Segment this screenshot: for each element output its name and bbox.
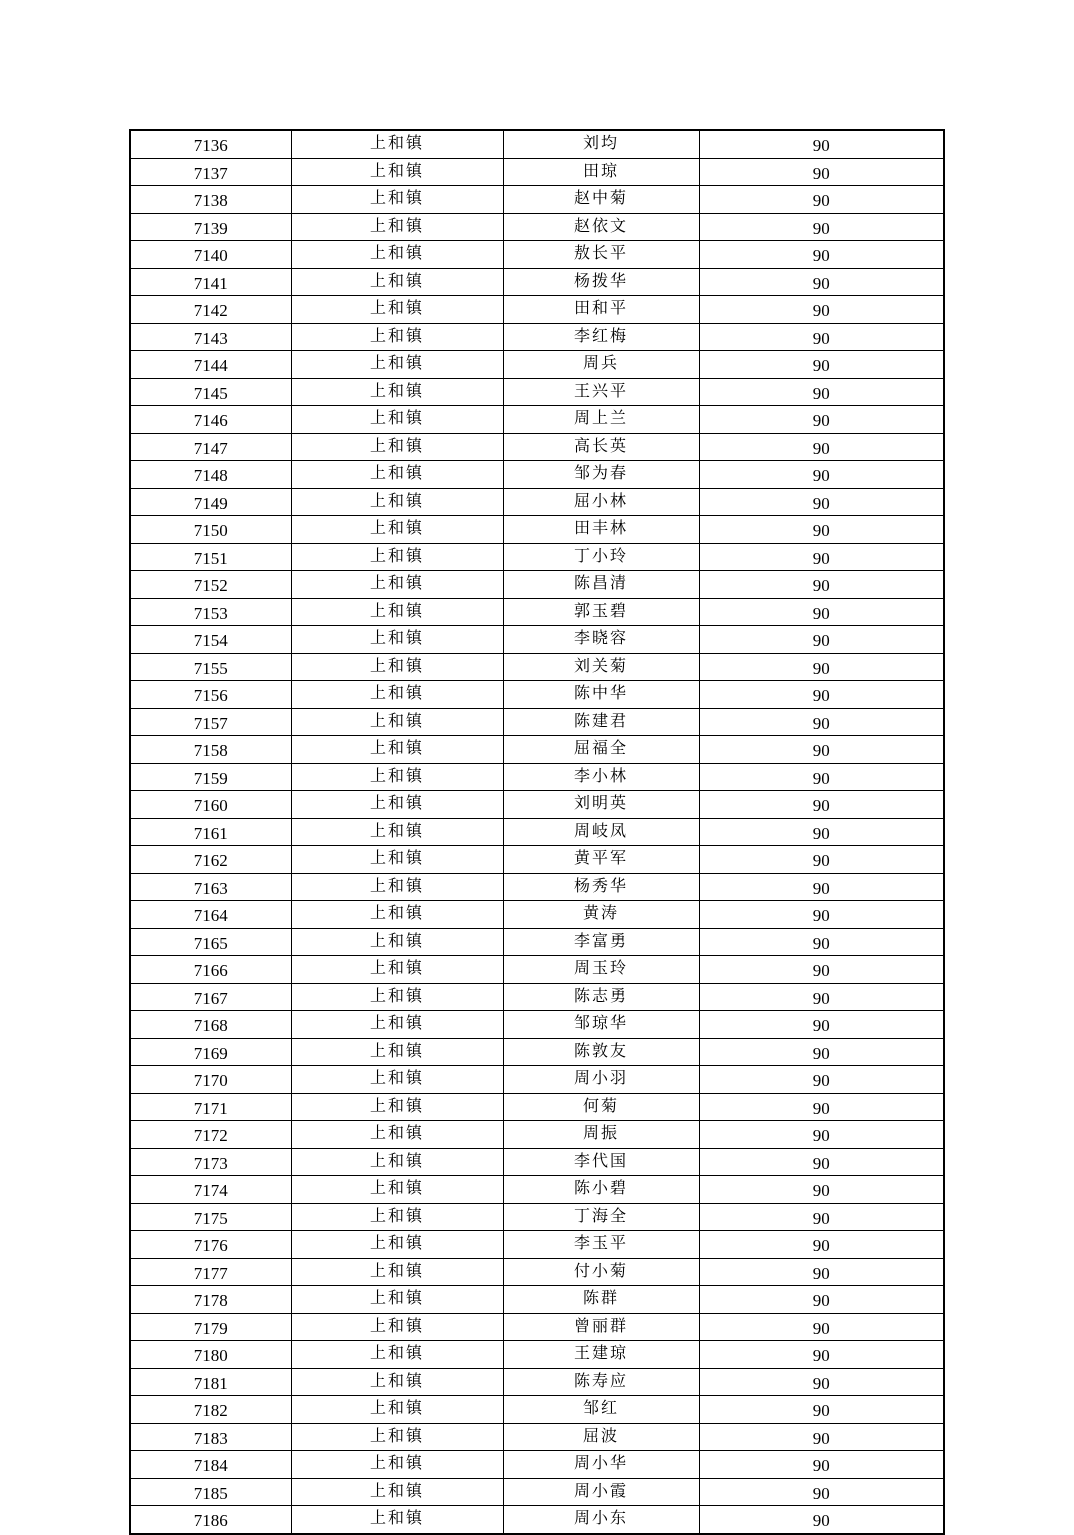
table-row	[130, 351, 944, 379]
town-cell: 上和镇	[291, 130, 503, 158]
score-cell: 90	[699, 1093, 944, 1121]
score-cell: 90	[699, 1368, 944, 1396]
person-name-cell: 邹红	[503, 1396, 699, 1424]
town-cell: 上和镇	[291, 461, 503, 489]
table-row	[130, 1396, 944, 1424]
person-name-cell: 邹为春	[503, 461, 699, 489]
row-number-cell: 7179	[130, 1313, 291, 1341]
row-number-cell: 7165	[130, 928, 291, 956]
town-cell: 上和镇	[291, 1506, 503, 1534]
row-number-cell: 7140	[130, 241, 291, 269]
row-number-cell: 7173	[130, 1148, 291, 1176]
person-name-cell: 黄涛	[503, 901, 699, 929]
person-name-cell: 田丰林	[503, 516, 699, 544]
town-cell: 上和镇	[291, 763, 503, 791]
person-name-cell: 刘均	[503, 130, 699, 158]
row-number-cell: 7150	[130, 516, 291, 544]
score-cell: 90	[699, 1313, 944, 1341]
score-cell: 90	[699, 818, 944, 846]
score-cell: 90	[699, 1341, 944, 1369]
row-number-cell: 7172	[130, 1121, 291, 1149]
row-number-cell: 7181	[130, 1368, 291, 1396]
person-name-cell: 周小羽	[503, 1066, 699, 1094]
person-name-cell: 赵依文	[503, 213, 699, 241]
row-number-cell: 7143	[130, 323, 291, 351]
person-name-cell: 周玉玲	[503, 956, 699, 984]
town-cell: 上和镇	[291, 186, 503, 214]
table-row	[130, 1011, 944, 1039]
person-name-cell: 田琼	[503, 158, 699, 186]
table-row	[130, 1286, 944, 1314]
person-name-cell: 敖长平	[503, 241, 699, 269]
person-name-cell: 李小林	[503, 763, 699, 791]
person-name-cell: 周小东	[503, 1506, 699, 1534]
row-number-cell: 7183	[130, 1423, 291, 1451]
score-cell: 90	[699, 1231, 944, 1259]
row-number-cell: 7184	[130, 1451, 291, 1479]
table-row	[130, 736, 944, 764]
row-number-cell: 7160	[130, 791, 291, 819]
row-number-cell: 7155	[130, 653, 291, 681]
person-name-cell: 周小霞	[503, 1478, 699, 1506]
row-number-cell: 7186	[130, 1506, 291, 1534]
town-cell: 上和镇	[291, 158, 503, 186]
table-row	[130, 901, 944, 929]
score-cell: 90	[699, 488, 944, 516]
table-row	[130, 1203, 944, 1231]
score-cell: 90	[699, 681, 944, 709]
table-row	[130, 846, 944, 874]
town-cell: 上和镇	[291, 1093, 503, 1121]
table-row	[130, 158, 944, 186]
town-cell: 上和镇	[291, 1368, 503, 1396]
town-cell: 上和镇	[291, 296, 503, 324]
town-cell: 上和镇	[291, 1396, 503, 1424]
table-row	[130, 488, 944, 516]
score-cell: 90	[699, 378, 944, 406]
score-cell: 90	[699, 433, 944, 461]
table-row	[130, 1368, 944, 1396]
score-cell: 90	[699, 213, 944, 241]
score-cell: 90	[699, 791, 944, 819]
row-number-cell: 7137	[130, 158, 291, 186]
score-cell: 90	[699, 1423, 944, 1451]
town-cell: 上和镇	[291, 433, 503, 461]
score-cell: 90	[699, 598, 944, 626]
person-name-cell: 王建琼	[503, 1341, 699, 1369]
person-name-cell: 邹琼华	[503, 1011, 699, 1039]
person-name-cell: 李富勇	[503, 928, 699, 956]
score-cell: 90	[699, 736, 944, 764]
table-row	[130, 1093, 944, 1121]
score-cell: 90	[699, 351, 944, 379]
table-row	[130, 1176, 944, 1204]
person-name-cell: 周振	[503, 1121, 699, 1149]
score-cell: 90	[699, 516, 944, 544]
row-number-cell: 7175	[130, 1203, 291, 1231]
row-number-cell: 7180	[130, 1341, 291, 1369]
table-row	[130, 296, 944, 324]
row-number-cell: 7138	[130, 186, 291, 214]
table-row	[130, 213, 944, 241]
table-row	[130, 241, 944, 269]
table-row	[130, 1313, 944, 1341]
person-name-cell: 周小华	[503, 1451, 699, 1479]
town-cell: 上和镇	[291, 818, 503, 846]
row-number-cell: 7153	[130, 598, 291, 626]
person-name-cell: 周岐凤	[503, 818, 699, 846]
score-cell: 90	[699, 296, 944, 324]
row-number-cell: 7148	[130, 461, 291, 489]
score-cell: 90	[699, 1396, 944, 1424]
row-number-cell: 7166	[130, 956, 291, 984]
score-cell: 90	[699, 186, 944, 214]
score-cell: 90	[699, 928, 944, 956]
score-cell: 90	[699, 956, 944, 984]
row-number-cell: 7136	[130, 130, 291, 158]
row-number-cell: 7176	[130, 1231, 291, 1259]
person-name-cell: 陈敦友	[503, 1038, 699, 1066]
town-cell: 上和镇	[291, 213, 503, 241]
town-cell: 上和镇	[291, 1231, 503, 1259]
table-row	[130, 598, 944, 626]
row-number-cell: 7151	[130, 543, 291, 571]
table-row	[130, 1258, 944, 1286]
town-cell: 上和镇	[291, 571, 503, 599]
town-cell: 上和镇	[291, 626, 503, 654]
row-number-cell: 7152	[130, 571, 291, 599]
row-number-cell: 7139	[130, 213, 291, 241]
town-cell: 上和镇	[291, 1258, 503, 1286]
score-cell: 90	[699, 1203, 944, 1231]
table-row	[130, 1038, 944, 1066]
score-cell: 90	[699, 241, 944, 269]
row-number-cell: 7146	[130, 406, 291, 434]
town-cell: 上和镇	[291, 1286, 503, 1314]
town-cell: 上和镇	[291, 983, 503, 1011]
score-cell: 90	[699, 1011, 944, 1039]
score-cell: 90	[699, 873, 944, 901]
score-cell: 90	[699, 130, 944, 158]
person-name-cell: 高长英	[503, 433, 699, 461]
table-row	[130, 956, 944, 984]
table-row	[130, 873, 944, 901]
table-row	[130, 708, 944, 736]
table-row	[130, 1066, 944, 1094]
town-cell: 上和镇	[291, 323, 503, 351]
row-number-cell: 7161	[130, 818, 291, 846]
town-cell: 上和镇	[291, 653, 503, 681]
person-name-cell: 屈福全	[503, 736, 699, 764]
row-number-cell: 7185	[130, 1478, 291, 1506]
score-cell: 90	[699, 653, 944, 681]
score-cell: 90	[699, 708, 944, 736]
row-number-cell: 7163	[130, 873, 291, 901]
person-name-cell: 杨秀华	[503, 873, 699, 901]
town-cell: 上和镇	[291, 1478, 503, 1506]
table-row	[130, 268, 944, 296]
score-cell: 90	[699, 543, 944, 571]
score-cell: 90	[699, 846, 944, 874]
table-row	[130, 1423, 944, 1451]
row-number-cell: 7145	[130, 378, 291, 406]
score-cell: 90	[699, 268, 944, 296]
town-cell: 上和镇	[291, 681, 503, 709]
town-cell: 上和镇	[291, 543, 503, 571]
table-row	[130, 1478, 944, 1506]
row-number-cell: 7182	[130, 1396, 291, 1424]
person-name-cell: 李玉平	[503, 1231, 699, 1259]
town-cell: 上和镇	[291, 268, 503, 296]
table-row	[130, 433, 944, 461]
person-name-cell: 陈小碧	[503, 1176, 699, 1204]
person-name-cell: 李代国	[503, 1148, 699, 1176]
person-name-cell: 何菊	[503, 1093, 699, 1121]
table-row	[130, 1451, 944, 1479]
town-cell: 上和镇	[291, 708, 503, 736]
score-cell: 90	[699, 983, 944, 1011]
table-row	[130, 323, 944, 351]
table-row	[130, 681, 944, 709]
town-cell: 上和镇	[291, 1066, 503, 1094]
score-cell: 90	[699, 1121, 944, 1149]
town-cell: 上和镇	[291, 1121, 503, 1149]
town-cell: 上和镇	[291, 956, 503, 984]
row-number-cell: 7162	[130, 846, 291, 874]
row-number-cell: 7141	[130, 268, 291, 296]
score-cell: 90	[699, 1066, 944, 1094]
person-name-cell: 曾丽群	[503, 1313, 699, 1341]
town-cell: 上和镇	[291, 598, 503, 626]
row-number-cell: 7177	[130, 1258, 291, 1286]
town-cell: 上和镇	[291, 791, 503, 819]
person-name-cell: 丁海全	[503, 1203, 699, 1231]
person-name-cell: 周兵	[503, 351, 699, 379]
town-cell: 上和镇	[291, 1148, 503, 1176]
score-cell: 90	[699, 1148, 944, 1176]
town-cell: 上和镇	[291, 873, 503, 901]
roster-table-body	[130, 130, 944, 1534]
person-name-cell: 陈昌清	[503, 571, 699, 599]
town-cell: 上和镇	[291, 928, 503, 956]
table-row	[130, 1148, 944, 1176]
table-row	[130, 186, 944, 214]
score-cell: 90	[699, 1176, 944, 1204]
table-row	[130, 653, 944, 681]
score-cell: 90	[699, 158, 944, 186]
person-name-cell: 王兴平	[503, 378, 699, 406]
person-name-cell: 周上兰	[503, 406, 699, 434]
row-number-cell: 7147	[130, 433, 291, 461]
row-number-cell: 7169	[130, 1038, 291, 1066]
table-row	[130, 378, 944, 406]
table-row	[130, 516, 944, 544]
row-number-cell: 7144	[130, 351, 291, 379]
table-row	[130, 1341, 944, 1369]
table-row	[130, 571, 944, 599]
row-number-cell: 7157	[130, 708, 291, 736]
row-number-cell: 7154	[130, 626, 291, 654]
person-name-cell: 陈志勇	[503, 983, 699, 1011]
score-cell: 90	[699, 461, 944, 489]
town-cell: 上和镇	[291, 378, 503, 406]
person-name-cell: 陈中华	[503, 681, 699, 709]
score-cell: 90	[699, 323, 944, 351]
table-row	[130, 983, 944, 1011]
table-row	[130, 763, 944, 791]
table-row	[130, 1231, 944, 1259]
score-cell: 90	[699, 406, 944, 434]
score-cell: 90	[699, 1478, 944, 1506]
town-cell: 上和镇	[291, 406, 503, 434]
person-name-cell: 陈寿应	[503, 1368, 699, 1396]
table-row	[130, 130, 944, 158]
table-row	[130, 626, 944, 654]
person-name-cell: 刘关菊	[503, 653, 699, 681]
person-name-cell: 丁小玲	[503, 543, 699, 571]
table-row	[130, 818, 944, 846]
person-name-cell: 杨拨华	[503, 268, 699, 296]
score-cell: 90	[699, 1451, 944, 1479]
score-cell: 90	[699, 763, 944, 791]
town-cell: 上和镇	[291, 736, 503, 764]
score-cell: 90	[699, 626, 944, 654]
person-name-cell: 陈建君	[503, 708, 699, 736]
person-name-cell: 郭玉碧	[503, 598, 699, 626]
table-row	[130, 406, 944, 434]
row-number-cell: 7149	[130, 488, 291, 516]
town-cell: 上和镇	[291, 1203, 503, 1231]
person-name-cell: 黄平军	[503, 846, 699, 874]
town-cell: 上和镇	[291, 846, 503, 874]
score-cell: 90	[699, 1506, 944, 1534]
table-row	[130, 1121, 944, 1149]
person-name-cell: 陈群	[503, 1286, 699, 1314]
person-name-cell: 赵中菊	[503, 186, 699, 214]
row-number-cell: 7174	[130, 1176, 291, 1204]
town-cell: 上和镇	[291, 1038, 503, 1066]
town-cell: 上和镇	[291, 1176, 503, 1204]
town-cell: 上和镇	[291, 901, 503, 929]
person-name-cell: 屈小林	[503, 488, 699, 516]
town-cell: 上和镇	[291, 351, 503, 379]
row-number-cell: 7159	[130, 763, 291, 791]
table-row	[130, 461, 944, 489]
score-cell: 90	[699, 901, 944, 929]
town-cell: 上和镇	[291, 1341, 503, 1369]
town-cell: 上和镇	[291, 488, 503, 516]
row-number-cell: 7168	[130, 1011, 291, 1039]
row-number-cell: 7156	[130, 681, 291, 709]
person-name-cell: 付小菊	[503, 1258, 699, 1286]
person-name-cell: 李红梅	[503, 323, 699, 351]
town-cell: 上和镇	[291, 1423, 503, 1451]
score-cell: 90	[699, 571, 944, 599]
table-row	[130, 928, 944, 956]
score-cell: 90	[699, 1038, 944, 1066]
row-number-cell: 7170	[130, 1066, 291, 1094]
row-number-cell: 7158	[130, 736, 291, 764]
person-name-cell: 屈波	[503, 1423, 699, 1451]
row-number-cell: 7171	[130, 1093, 291, 1121]
row-number-cell: 7167	[130, 983, 291, 1011]
town-cell: 上和镇	[291, 1011, 503, 1039]
roster-table	[129, 129, 945, 1535]
town-cell: 上和镇	[291, 241, 503, 269]
row-number-cell: 7178	[130, 1286, 291, 1314]
table-row	[130, 543, 944, 571]
town-cell: 上和镇	[291, 1451, 503, 1479]
table-row	[130, 791, 944, 819]
score-cell: 90	[699, 1258, 944, 1286]
person-name-cell: 田和平	[503, 296, 699, 324]
person-name-cell: 刘明英	[503, 791, 699, 819]
row-number-cell: 7164	[130, 901, 291, 929]
person-name-cell: 李晓容	[503, 626, 699, 654]
town-cell: 上和镇	[291, 516, 503, 544]
score-cell: 90	[699, 1286, 944, 1314]
row-number-cell: 7142	[130, 296, 291, 324]
town-cell: 上和镇	[291, 1313, 503, 1341]
